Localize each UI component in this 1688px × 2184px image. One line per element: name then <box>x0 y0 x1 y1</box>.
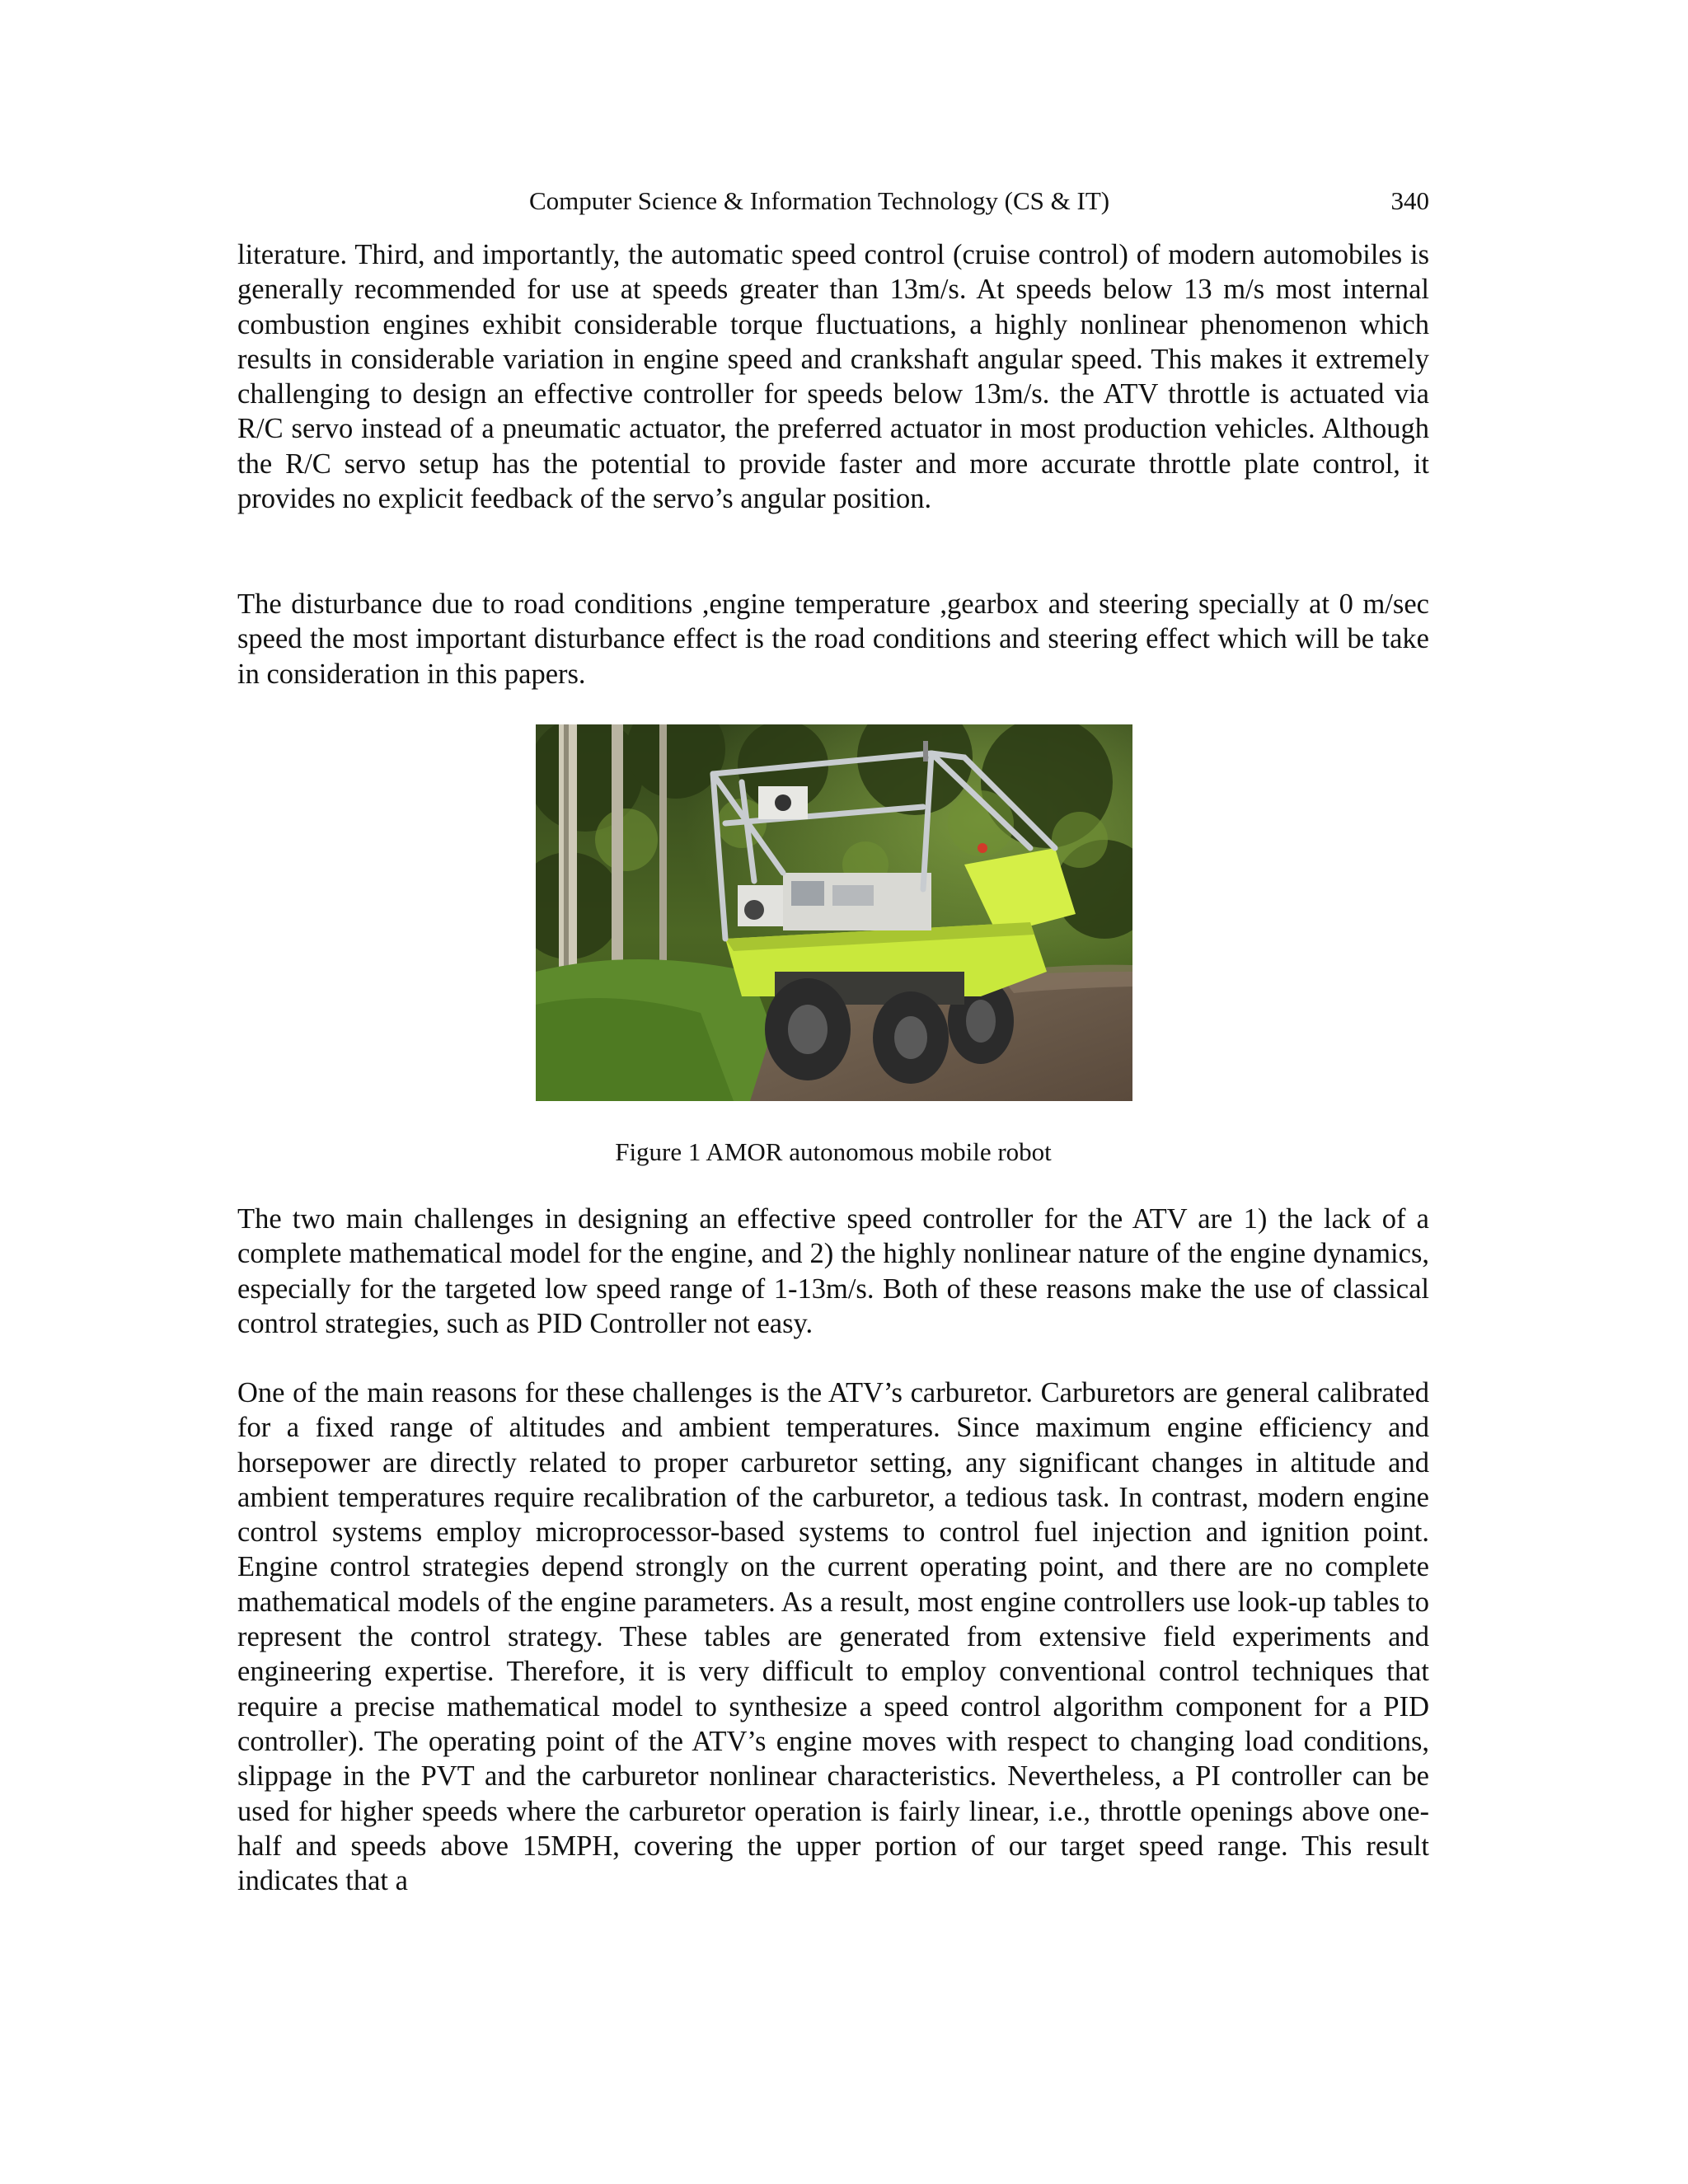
body-paragraph: The two main challenges in designing an effective speed controller for the ATV are 1) the lack of a complete mathematical model for the engine, and 2) the highly nonlinear nature of the engine dynamics, especially for the targeted low speed range of 1-13m/s. Both of these reasons make the use of classical control strategies, such as PID Controller not easy. <box>237 1203 1429 1339</box>
body-paragraph: One of the main reasons for these challenges is the ATV’s carburetor. Carburetors are general calibrated for a fixed range of altitudes and ambient temperatures. Since maximum engine efficiency and horsepower are directly related to proper carburetor setting, any significant changes in altitude and ambient temperatures require recalibration of the carburetor, a tedious task. In contrast, modern engine control systems employ microprocessor-based systems to control fuel injection and ignition point. Engine control strategies depend strongly on the current operating point, and there are no complete mathematical models of the engine parameters. As a result, most engine controllers use look-up tables to represent the control strategy. These tables are generated from extensive field experiments and engineering expertise. Therefore, it is very difficult to employ conventional control techniques that require a precise mathematical model to synthesize a speed control algorithm component for a PID controller). The operating point of the ATV’s engine moves with respect to changing load conditions, slippage in the PVT and the carburetor nonlinear characteristics. Nevertheless, a PI controller can be used for higher speeds where the carburetor operation is fairly linear, i.e., throttle openings above one-half and speeds above 15MPH, covering the upper portion of our target speed range. This result indicates that a <box>237 1377 1429 1897</box>
page-number: 340 <box>1390 186 1429 215</box>
running-title: Computer Science & Information Technology (CS & IT) <box>529 186 1110 215</box>
robot-photo <box>536 724 1132 1101</box>
body-paragraph: The disturbance due to road conditions ,engine temperature ,gearbox and steering specially at 0 m/sec speed the most important disturbance effect is the road conditions and steering effect which will be take in consideration in this papers. <box>237 588 1429 690</box>
figure-caption: Figure 1 AMOR autonomous mobile robot <box>615 1137 1052 1166</box>
body-paragraph: literature. Third, and importantly, the automatic speed control (cruise control) of modern automobiles is generally recommended for use at speeds greater than 13m/s. At speeds below 13 m/s most internal combustion engines exhibit considerable torque fluctuations, a highly nonlinear phenomenon which results in considerable variation in engine speed and crankshaft angular speed. This makes it extremely challenging to design an effective controller for speeds below 13m/s. the ATV throttle is actuated via R/C servo instead of a pneumatic actuator, the preferred actuator in most production vehicles. Although the R/C servo setup has the potential to provide faster and more accurate throttle plate control, it provides no explicit feedback of the servo’s angular position. <box>237 239 1429 515</box>
